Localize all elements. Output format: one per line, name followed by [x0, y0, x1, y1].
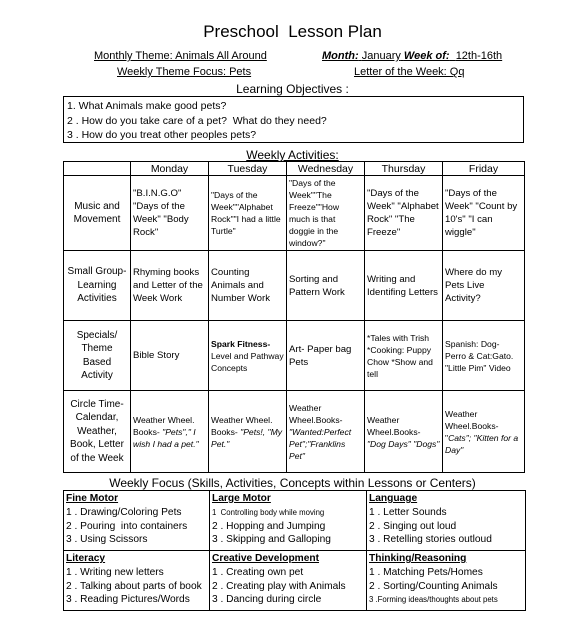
table-row: [64, 551, 526, 611]
table-row: [64, 251, 525, 321]
week-of-value: 12th-16th: [455, 50, 503, 62]
week-of-label: Week of:: [403, 50, 450, 62]
list-item: 3 .Forming ideas/thoughts about pets: [369, 595, 498, 605]
focus-heading: Language: [369, 493, 418, 504]
list-item: 3 . Skipping and Galloping: [212, 534, 331, 546]
objective-item: 2 . How do you take care of a pet? What do they need?: [67, 114, 327, 127]
table-cell: Weather Wheel.Books- "Wanted:Perfect Pet";"Franklins Pet": [287, 391, 365, 473]
list-item: 3 . Retelling stories outloud: [369, 534, 492, 546]
focus-heading: Literacy: [66, 553, 106, 564]
list-item: 1 . Drawing/Coloring Pets: [66, 506, 182, 518]
list-item: 2 . Hopping and Jumping: [212, 520, 326, 532]
list-item: 2 . Pouring into containers: [66, 520, 188, 532]
table-header-row: [64, 162, 525, 176]
day-header-wednesday: Wednesday: [287, 162, 365, 176]
focus-heading: Creative Development: [212, 553, 320, 564]
list-item: 2 . Sorting/Counting Animals: [369, 580, 498, 592]
table-row: [64, 176, 525, 251]
table-cell: Weather Wheel. Books- "Pets!, "My Pet.": [209, 391, 287, 473]
month-value: January: [361, 50, 401, 62]
list-item: 2 . Talking about parts of book: [66, 580, 202, 592]
focus-heading: Large Motor: [212, 493, 271, 504]
table-cell: Bible Story: [131, 321, 209, 391]
table-cell: Writing and Identifing Letters: [365, 251, 443, 321]
focus-large-motor: [210, 491, 367, 551]
weekly-theme: Weekly Theme Focus: Pets: [117, 66, 252, 78]
focus-thinking: [367, 551, 526, 611]
list-item: 1 . Matching Pets/Homes: [369, 566, 483, 578]
table-row: [64, 491, 526, 551]
month-label: Month:: [322, 50, 359, 62]
table-cell: Where do my Pets Live Activity?: [443, 251, 525, 321]
table-cell: "Days of the Week" "Alphabet Rock" "The Freeze": [365, 176, 443, 251]
weekly-activities-table: [63, 161, 525, 473]
weekly-activities-title: Weekly Activities:: [246, 148, 339, 162]
row-label-specials: Specials/ Theme Based Activity: [64, 321, 131, 391]
row-label-circle-time: Circle Time- Calendar, Weather, Book, Letter of the Week: [64, 391, 131, 473]
monthly-theme: Monthly Theme: Animals All Around: [94, 50, 267, 62]
table-cell: "Days of the Week" "Count by 10's" "I can wiggle": [443, 176, 525, 251]
table-cell: "Days of the Week""Alphabet Rock""I had a little Turtle": [209, 176, 287, 251]
spark-fitness-text: Level and Pathway Concepts: [211, 350, 284, 373]
objectives-title: Learning Objectives :: [236, 82, 349, 96]
list-item: 3 . Dancing during circle: [212, 594, 322, 606]
list-item: 1 . Writing new letters: [66, 566, 164, 578]
month-info: [322, 50, 502, 63]
spark-fitness-label: Spark Fitness-: [211, 338, 271, 349]
focus-heading: Thinking/Reasoning: [369, 553, 467, 564]
list-item: 2 . Singing out loud: [369, 520, 457, 532]
weekly-focus-title: Weekly Focus (Skills, Activities, Concepts within Lessons or Centers): [109, 476, 476, 490]
table-cell: [209, 321, 287, 391]
list-item: 3 . Using Scissors: [66, 534, 148, 546]
table-cell: Sorting and Pattern Work: [287, 251, 365, 321]
objective-item: 1. What Animals make good pets?: [67, 100, 227, 112]
list-item: 1 Controlling body while moving: [212, 507, 325, 517]
row-label-music: Music and Movement: [64, 176, 131, 251]
focus-fine-motor: [64, 491, 210, 551]
table-row: [64, 391, 525, 473]
table-row: [64, 321, 525, 391]
weekly-focus-table: [63, 490, 526, 611]
focus-heading: Fine Motor: [66, 493, 119, 504]
list-item: 1 . Letter Sounds: [369, 506, 447, 518]
table-cell: *Tales with Trish *Cooking: Puppy Chow *Show and tell: [365, 321, 443, 391]
day-header-thursday: Thursday: [365, 162, 443, 176]
day-header-friday: Friday: [443, 162, 525, 176]
list-item: 1 . Creating own pet: [212, 566, 304, 578]
table-cell: Weather Wheel. Books- "Pets"," I wish I had a pet.": [131, 391, 209, 473]
page-title: Preschool Lesson Plan: [203, 22, 382, 41]
list-item: 2 . Creating play with Animals: [212, 580, 346, 592]
day-header-tuesday: Tuesday: [209, 162, 287, 176]
table-cell: Weather Wheel.Books- "Dog Days" "Dogs": [365, 391, 443, 473]
table-cell: Counting Animals and Number Work: [209, 251, 287, 321]
row-label-small-group: Small Group- Learning Activities: [64, 251, 131, 321]
table-cell: Spanish: Dog- Perro & Cat:Gato. "Little Pim" Video: [443, 321, 525, 391]
day-header-monday: Monday: [131, 162, 209, 176]
table-cell: "B.I.N.G.O" "Days of the Week" "Body Rock": [131, 176, 209, 251]
table-cell: "Days of the Week""The Freeze""How much is that doggie in the window?": [287, 176, 365, 251]
focus-literacy: [64, 551, 210, 611]
letter-of-week: Letter of the Week: Qq: [354, 66, 465, 78]
focus-language: [367, 491, 526, 551]
focus-creative: [210, 551, 367, 611]
objectives-box: [63, 96, 524, 143]
table-cell: Weather Wheel.Books- "Cats"; "Kitten for a Day": [443, 391, 525, 473]
list-item: 3 . Reading Pictures/Words: [66, 594, 190, 606]
corner-cell: [64, 162, 131, 176]
table-cell: Rhyming books and Letter of the Week Work: [131, 251, 209, 321]
table-cell: Art- Paper bag Pets: [287, 321, 365, 391]
objective-item: 3 . How do you treat other peoples pets?: [67, 129, 257, 141]
